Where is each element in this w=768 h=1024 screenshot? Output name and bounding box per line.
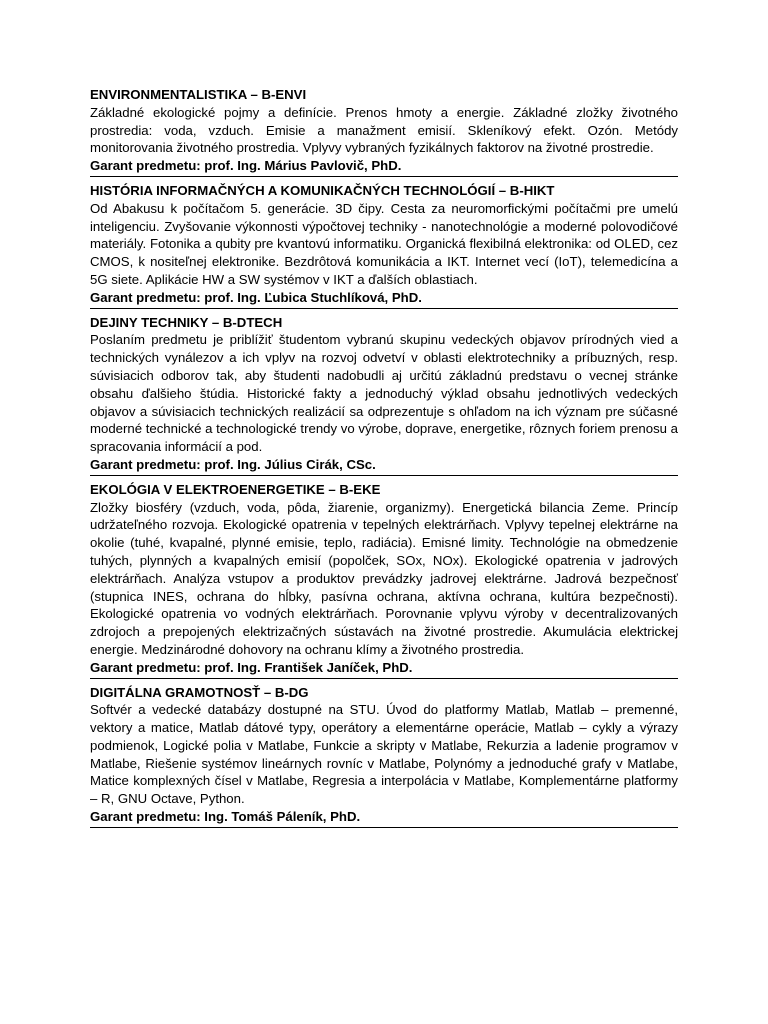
course-block-dtech <box>90 314 678 476</box>
course-description: Poslaním predmetu je priblížiť študentom vybranú skupinu vedeckých objavov prírodných vied a technických vynálezov a ich vplyv na rozvoj odvetví v oblasti elektrotechniky a príbuzných, resp. súvisiacich odborov tak, aby študenti nadobudli aj určitú základnú predstavu o vecnej stránke obsahu ďalšieho štúdia. Historické fakty a jednoduchý výklad obsahu jednotlivých vedeckých objavov a súvisiacich technických realizácií sa odprezentuje s ohľadom na ich význam pre súčasné moderné technické a technologické trendy vo výrobe, doprave, energetike, rôznych foriem prenosu a spracovania informácií a pod. <box>90 332 678 455</box>
course-guarantor: Garant predmetu: prof. Ing. Márius Pavlovič, PhD. <box>90 158 402 174</box>
course-guarantor: Garant predmetu: Ing. Tomáš Páleník, PhD. <box>90 809 361 825</box>
course-description: Softvér a vedecké databázy dostupné na STU. Úvod do platformy Matlab, Matlab – premenné, vektory a matice, Matlab dátové typy, operátory a elementárne operácie, Matlab – cykly a výrazy podmienok, Logické polia v Matlabe, Funkcie a skripty v Matlabe, Rekurzia a ladenie programov v Matlabe, Riešenie systémov lineárnych rovníc v Matlabe, Polynómy a jednoduché grafy v Matlabe, Matice komplexných čísel v Matlabe, Regresia a interpolácia v Matlabe, Komplementárne platformy – R, GNU Octave, Python. <box>90 702 678 807</box>
course-block-hikt <box>90 182 678 309</box>
document-page <box>90 86 678 828</box>
course-block-dg <box>90 684 678 828</box>
course-title: DEJINY TECHNIKY – B-DTECH <box>90 314 283 330</box>
course-guarantor: Garant predmetu: prof. Ing. Ľubica Stuchlíková, PhD. <box>90 289 422 305</box>
course-block-eke <box>90 481 678 679</box>
course-block-envi <box>90 86 678 177</box>
course-description: Zložky biosféry (vzduch, voda, pôda, žiarenie, organizmy). Energetická bilancia Zeme. Princíp udržateľného rozvoja. Ekologické opatrenia v tepelných elektrárňach. Vplyvy tepelnej elektrárne na okolie (tuhé, kvapalné, plynné emisie, teplo, radiácia). Emisné limity. Technológie na obmedzenie tuhých, plynných a kvapalných emisií (popolček, SOx, NOx). Ekologické opatrenia v jadrových elektrárňach. Analýza vstupov a produktov prevádzky jadrovej elektrárne. Jadrová bezpečnosť (stupnica INES, ochrana do hĺbky, pasívna ochrana, aktívna ochrana, kultúra bezpečnosti). Ekologické opatrenia vo vodných elektrárňach. Porovnanie vplyvu výroby v decentralizovaných zdrojoch a prepojených elektrizačných sústavách na životné prostredie. Akumulácia elektrickej energie. Medzinárodné dohovory na ochranu klímy a životného prostredia. <box>90 499 678 657</box>
course-description: Od Abakusu k počítačom 5. generácie. 3D čipy. Cesta za neuromorfickými počítačmi pre umelú inteligenciu. Zvyšovanie výkonnosti výpočtovej techniky - nanotechnológie a moderné polovodičové materiály. Fotonika a qubity pre kvantovú informatiku. Organická flexibilná elektronika: od OLED, cez CMOS, k nositeľnej elektronike. Bezdrôtová komunikácia a IKT. Internet vecí (IoT), telemedicína a 5G siete. Aplikácie HW a SW systémov v IKT a ďalších oblastiach. <box>90 200 678 287</box>
course-guarantor: Garant predmetu: prof. Ing. Július Cirák, CSc. <box>90 456 376 472</box>
course-title: HISTÓRIA INFORMAČNÝCH A KOMUNIKAČNÝCH TECHNOLÓGIÍ – B-HIKT <box>90 182 555 198</box>
course-title: DIGITÁLNA GRAMOTNOSŤ – B-DG <box>90 684 309 700</box>
course-title: EKOLÓGIA V ELEKTROENERGETIKE – B-EKE <box>90 481 381 497</box>
course-description: Základné ekologické pojmy a definície. Prenos hmoty a energie. Základné zložky životného prostredia: voda, vzduch. Emisie a manažment emisií. Skleníkový efekt. Ozón. Metódy monitorovania životného prostredia. Vplyvy vybraných fyzikálnych faktorov na životné prostredie. <box>90 104 678 156</box>
course-guarantor: Garant predmetu: prof. Ing. František Janíček, PhD. <box>90 659 413 675</box>
course-title: ENVIRONMENTALISTIKA – B-ENVI <box>90 87 307 102</box>
